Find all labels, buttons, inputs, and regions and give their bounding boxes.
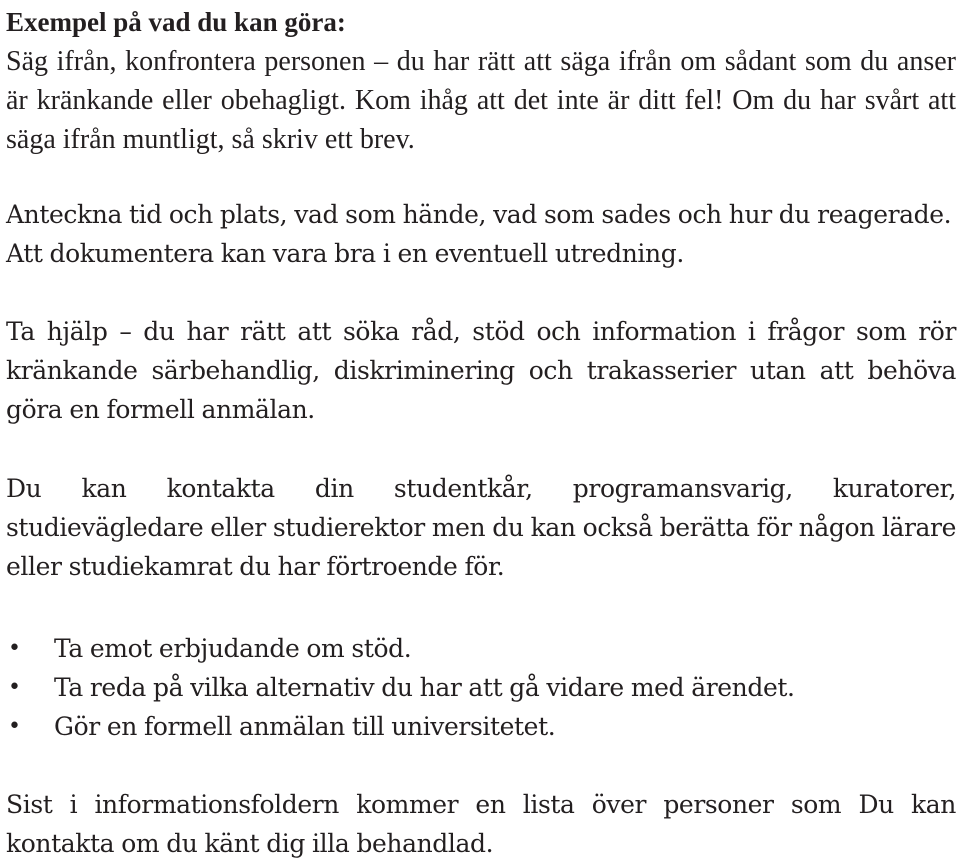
closing-paragraph: Sist i informationsfoldern kommer en lista över personer som Du kan kontakta om du känt dig illa behandlad. — [6, 790, 956, 858]
intro-paragraph: Säg ifrån, konfrontera personen – du har rätt att säga ifrån om sådant som du anser är kränkande eller obehagligt. Kom ihåg att det inte är ditt fel! Om du har svårt att säga ifrån muntligt, så skriv ett brev. — [6, 46, 956, 155]
bullet-icon: • — [8, 675, 21, 700]
bullet-icon: • — [8, 636, 21, 661]
bullet-list — [6, 629, 956, 746]
list-item — [6, 707, 956, 746]
paragraph-help: Ta hjälp – du har rätt att söka råd, stöd och information i frågor som rör kränkande särbehandlig, diskriminering och trakasserier utan att behöva göra en formell anmälan. — [6, 317, 956, 424]
paragraph-contact: Du kan kontakta din studentkår, programansvarig, kuratorer, studievägledare eller studierektor men du kan också berätta för någon lärare eller studiekamrat du har förtroende för. — [6, 474, 956, 581]
list-item-text: Ta reda på vilka alternativ du har att gå vidare med ärendet. — [54, 673, 795, 702]
list-item-text: Ta emot erbjudande om stöd. — [54, 634, 412, 663]
list-item — [6, 668, 956, 707]
bullet-icon: • — [8, 714, 21, 739]
list-item — [6, 629, 956, 668]
section-heading: Exempel på vad du kan göra: — [6, 7, 346, 37]
paragraph-document: Anteckna tid och plats, vad som hände, vad som sades och hur du reagerade. Att dokumentera kan vara bra i en eventuell utredning. — [6, 200, 952, 268]
intro-section — [6, 3, 956, 159]
list-item-text: Gör en formell anmälan till universitetet. — [54, 712, 556, 741]
bullet-list-section — [6, 629, 956, 746]
